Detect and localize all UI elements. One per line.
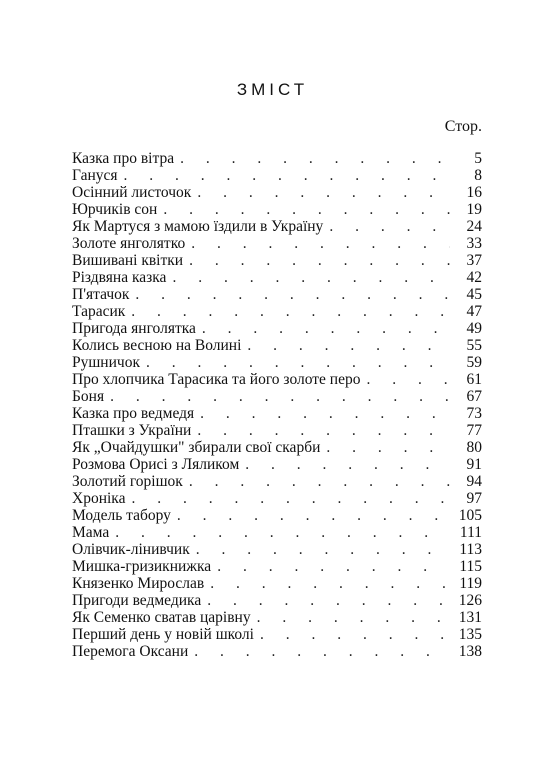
toc-dot-leader — [260, 626, 450, 643]
toc-entry[interactable] — [72, 184, 482, 201]
toc-entry-page: 105 — [458, 507, 482, 524]
toc-entry-page: 33 — [466, 235, 482, 252]
toc-dot-leader — [207, 592, 450, 609]
toc-entry-page: 24 — [466, 218, 482, 235]
toc-entry[interactable] — [72, 235, 482, 252]
toc-entry-page: 47 — [466, 303, 482, 320]
toc-entry-page: 126 — [458, 592, 482, 609]
toc-entry-page: 45 — [466, 286, 482, 303]
toc-entry[interactable] — [72, 286, 482, 303]
toc-entry[interactable] — [72, 218, 482, 235]
toc-entry-title: Модель табору — [72, 507, 171, 524]
toc-entry-title: Вишивані квітки — [72, 252, 184, 269]
toc-entry-title: Казка про ведмедя — [72, 405, 195, 422]
toc-entry[interactable] — [72, 439, 482, 456]
toc-dot-leader — [210, 575, 450, 592]
toc-entry-title: Мама — [72, 524, 110, 541]
toc-entry-page: 67 — [466, 388, 482, 405]
toc-dot-leader — [245, 456, 450, 473]
toc-entry-page: 5 — [474, 150, 482, 167]
toc-entry-title: Боня — [72, 388, 105, 405]
toc-dot-leader — [202, 320, 450, 337]
toc-entry-page: 94 — [466, 473, 482, 490]
toc-entry-title: Пташки з України — [72, 422, 192, 439]
toc-entry-title: Князенко Мирослав — [72, 575, 205, 592]
toc-entry[interactable] — [72, 507, 482, 524]
toc-entry-page: 77 — [466, 422, 482, 439]
toc-dot-leader — [146, 354, 450, 371]
toc-dot-leader — [131, 303, 450, 320]
toc-entry-page: 37 — [466, 252, 482, 269]
toc-dot-leader — [135, 286, 450, 303]
toc-entry-title: Різдвяна казка — [72, 269, 167, 286]
toc-entry-title: Олівчик-лінивчик — [72, 541, 190, 558]
table-of-contents — [72, 150, 482, 660]
toc-dot-leader — [326, 439, 450, 456]
toc-entry-page: 16 — [466, 184, 482, 201]
toc-entry[interactable] — [72, 609, 482, 626]
toc-entry[interactable] — [72, 456, 482, 473]
toc-entry-page: 119 — [459, 575, 482, 592]
toc-dot-leader — [247, 337, 450, 354]
toc-dot-leader — [180, 150, 450, 167]
toc-dot-leader — [217, 558, 450, 575]
toc-entry-title: Перемога Оксани — [72, 643, 189, 660]
toc-entry[interactable] — [72, 337, 482, 354]
toc-entry[interactable] — [72, 303, 482, 320]
toc-entry-title: Хроніка — [72, 490, 126, 507]
toc-entry-title: Мишка-гризикнижка — [72, 558, 212, 575]
toc-entry-title: Казка про вітра — [72, 150, 175, 167]
toc-entry-page: 49 — [466, 320, 482, 337]
toc-entry[interactable] — [72, 371, 482, 388]
toc-entry[interactable] — [72, 643, 482, 660]
toc-dot-leader — [172, 269, 450, 286]
toc-entry-title: Розмова Орисі з Ляликом — [72, 456, 240, 473]
toc-entry[interactable] — [72, 354, 482, 371]
toc-entry-page: 131 — [458, 609, 482, 626]
toc-entry-title: Як Мартуся з мамою їздили в Україну — [72, 218, 324, 235]
toc-entry-title: Перший день у новій школі — [72, 626, 254, 643]
toc-entry-page: 59 — [466, 354, 482, 371]
toc-entry[interactable] — [72, 490, 482, 507]
toc-entry[interactable] — [72, 252, 482, 269]
toc-entry[interactable] — [72, 541, 482, 558]
toc-entry[interactable] — [72, 422, 482, 439]
toc-dot-leader — [366, 371, 450, 388]
page-column-label: Стор. — [444, 118, 482, 135]
toc-dot-leader — [115, 524, 450, 541]
toc-entry-page: 138 — [458, 643, 482, 660]
toc-entry-title: Як „Очайдушки" збирали свої скарби — [72, 439, 321, 456]
toc-dot-leader — [189, 473, 450, 490]
toc-dot-leader — [177, 507, 450, 524]
toc-dot-leader — [197, 422, 450, 439]
toc-entry-page: 19 — [466, 201, 482, 218]
toc-entry[interactable] — [72, 167, 482, 184]
toc-entry-title: Колись весною на Волині — [72, 337, 242, 354]
toc-dot-leader — [196, 541, 450, 558]
toc-entry-page: 115 — [459, 558, 482, 575]
toc-entry-page: 80 — [466, 439, 482, 456]
toc-entry-title: Як Семенко сватав царівну — [72, 609, 251, 626]
toc-dot-leader — [257, 609, 450, 626]
toc-entry-title: Рушничок — [72, 354, 140, 371]
toc-entry-page: 111 — [459, 524, 482, 541]
toc-entry-page: 91 — [466, 456, 482, 473]
toc-entry-page: 135 — [458, 626, 482, 643]
toc-dot-leader — [110, 388, 450, 405]
toc-dot-leader — [163, 201, 450, 218]
toc-entry-page: 113 — [459, 541, 482, 558]
toc-entry[interactable] — [72, 201, 482, 218]
toc-entry[interactable] — [72, 626, 482, 643]
toc-entry[interactable] — [72, 320, 482, 337]
toc-entry[interactable] — [72, 524, 482, 541]
toc-entry-title: Гануся — [72, 167, 118, 184]
toc-entry[interactable] — [72, 473, 482, 490]
toc-entry-page: 55 — [466, 337, 482, 354]
toc-entry[interactable] — [72, 575, 482, 592]
toc-entry[interactable] — [72, 592, 482, 609]
toc-entry-title: П'ятачок — [72, 286, 130, 303]
toc-dot-leader — [194, 643, 450, 660]
toc-dot-leader — [124, 167, 450, 184]
toc-entry-title: Про хлопчика Тарасика та його золоте перо — [72, 371, 361, 388]
toc-entry-page: 97 — [466, 490, 482, 507]
toc-entry[interactable] — [72, 558, 482, 575]
toc-dot-leader — [200, 405, 450, 422]
toc-dot-leader — [191, 235, 450, 252]
toc-entry-page: 8 — [474, 167, 482, 184]
toc-dot-leader — [329, 218, 450, 235]
toc-entry[interactable] — [72, 405, 482, 422]
toc-dot-leader — [197, 184, 450, 201]
toc-dot-leader — [189, 252, 450, 269]
toc-entry[interactable] — [72, 150, 482, 167]
toc-dot-leader — [131, 490, 450, 507]
toc-entry-title: Золоте янголятко — [72, 235, 186, 252]
toc-entry[interactable] — [72, 388, 482, 405]
toc-entry-title: Осінний листочок — [72, 184, 192, 201]
toc-entry-title: Пригода янголятка — [72, 320, 196, 337]
toc-entry-title: Пригоди ведмедика — [72, 592, 202, 609]
toc-entry-page: 42 — [466, 269, 482, 286]
page-title: ЗМІСТ — [236, 80, 309, 99]
toc-entry-page: 73 — [466, 405, 482, 422]
toc-entry-title: Золотий горішок — [72, 473, 183, 490]
toc-entry-title: Юрчиків сон — [72, 201, 158, 218]
toc-entry-title: Тарасик — [72, 303, 126, 320]
toc-entry[interactable] — [72, 269, 482, 286]
toc-entry-page: 61 — [466, 371, 482, 388]
